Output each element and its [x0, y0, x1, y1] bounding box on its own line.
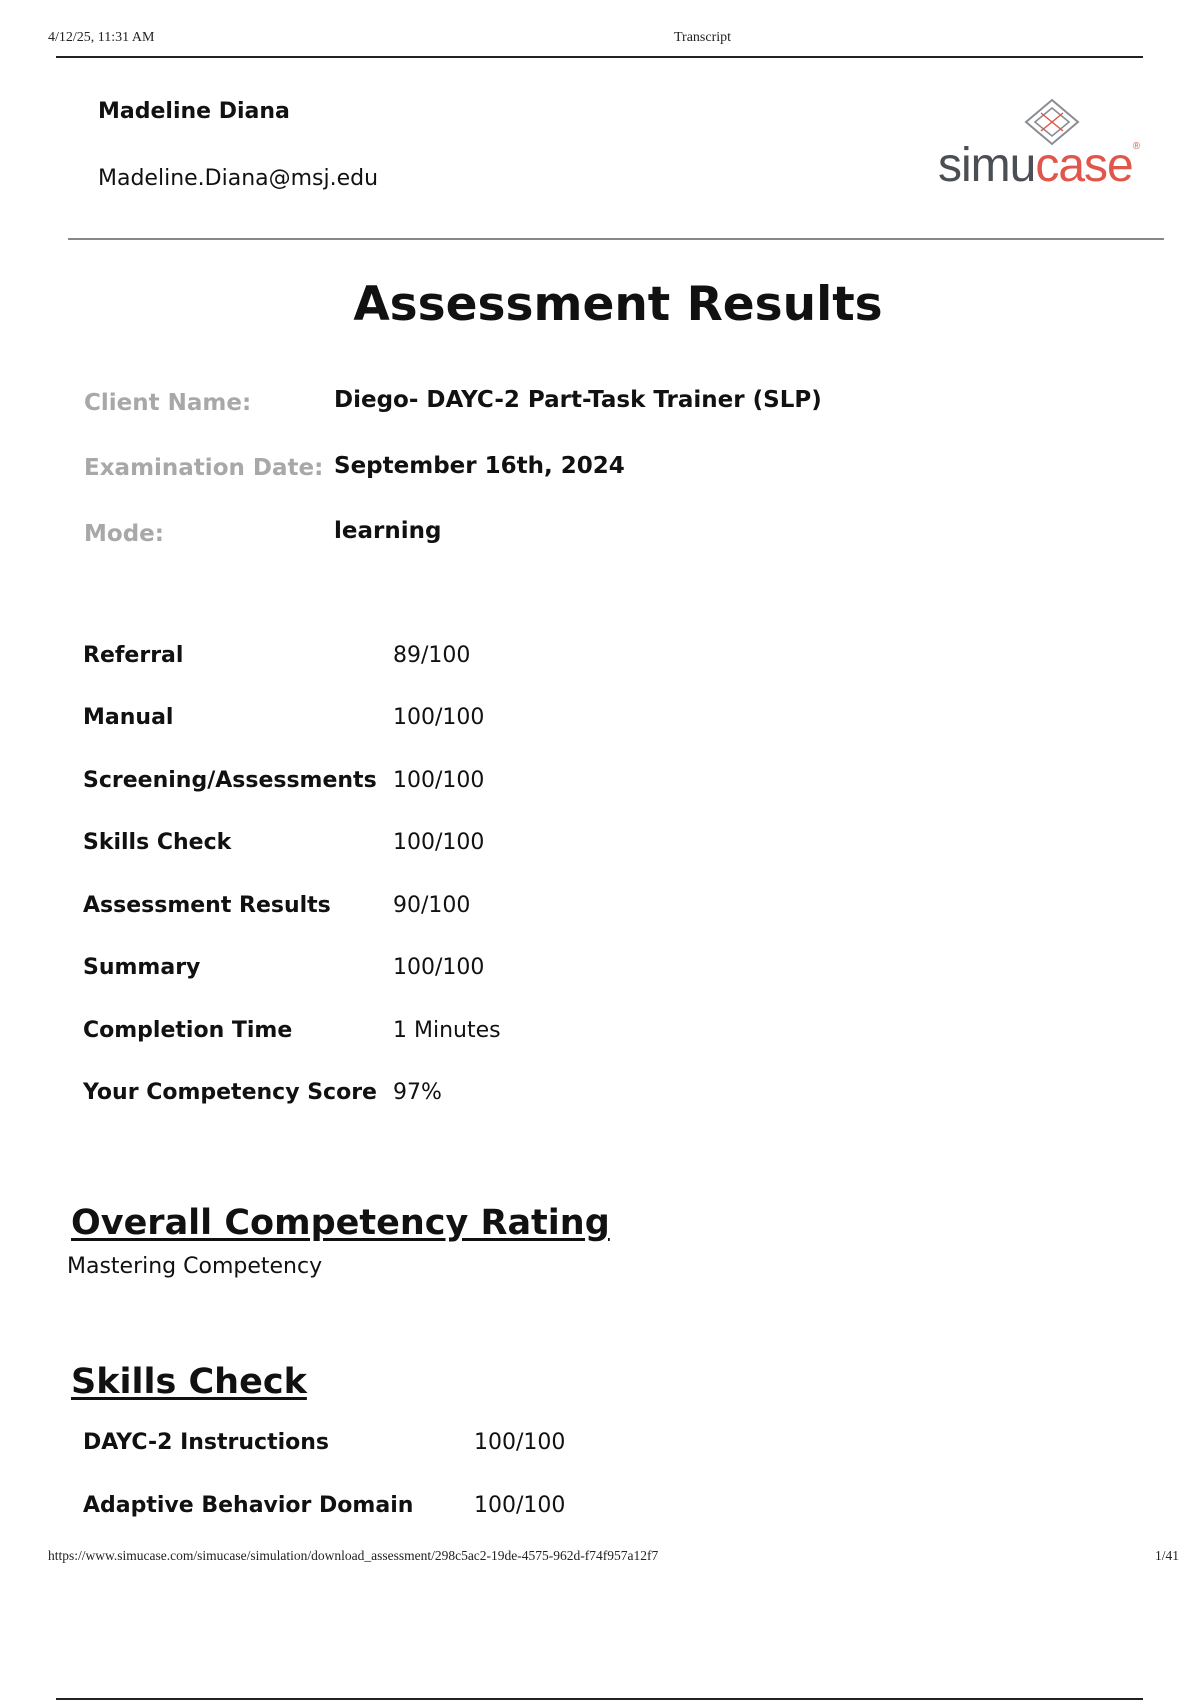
score-label-summary: Summary [83, 955, 201, 980]
simucase-logo [938, 98, 1168, 194]
skill-label-instructions: DAYC-2 Instructions [83, 1430, 330, 1455]
user-name: Madeline Diana [98, 99, 290, 124]
score-label-competency: Your Competency Score [83, 1080, 377, 1105]
score-value-manual: 100/100 [393, 705, 485, 730]
score-value-screening: 100/100 [393, 768, 485, 793]
logo-text-case: case [1035, 139, 1133, 192]
score-value-summary: 100/100 [393, 955, 485, 980]
skill-value-instructions: 100/100 [474, 1430, 566, 1455]
print-url: https://www.simucase.com/simucase/simulation/download_assessment/298c5ac2-19de-4575-962d-f74f957a12f7 [48, 1548, 659, 1563]
section-divider [68, 238, 1164, 240]
meta-value-mode: learning [334, 518, 442, 544]
meta-label-client: Client Name: [84, 390, 252, 416]
user-email: Madeline.Diana@msj.edu [98, 166, 379, 191]
score-value-skills-check: 100/100 [393, 830, 485, 855]
header-divider [56, 56, 1143, 58]
skill-label-adaptive: Adaptive Behavior Domain [83, 1493, 414, 1518]
skill-value-adaptive: 100/100 [474, 1493, 566, 1518]
skills-check-heading: Skills Check [71, 1362, 307, 1402]
score-label-screening: Screening/Assessments [83, 768, 377, 793]
score-value-completion-time: 1 Minutes [393, 1018, 501, 1043]
print-datetime: 4/12/25, 11:31 AM [48, 30, 155, 45]
page-title: Assessment Results [353, 277, 883, 332]
meta-label-mode: Mode: [84, 521, 164, 547]
page-number: 1/41 [1155, 1548, 1180, 1563]
meta-value-date: September 16th, 2024 [334, 453, 625, 479]
logo-registered: ® [1132, 141, 1140, 152]
overall-rating-heading: Overall Competency Rating [71, 1203, 610, 1243]
logo-wordmark [938, 139, 1140, 192]
meta-label-date: Examination Date: [84, 455, 324, 481]
meta-value-client: Diego- DAYC-2 Part-Task Trainer (SLP) [334, 387, 822, 413]
print-title: Transcript [674, 30, 732, 45]
score-label-completion-time: Completion Time [83, 1018, 293, 1043]
score-label-manual: Manual [83, 705, 174, 730]
score-value-competency: 97% [393, 1080, 442, 1105]
overall-rating-value: Mastering Competency [67, 1254, 323, 1279]
score-value-referral: 89/100 [393, 643, 471, 668]
score-label-skills-check: Skills Check [83, 830, 232, 855]
score-label-assessment-results: Assessment Results [83, 893, 331, 918]
score-label-referral: Referral [83, 643, 184, 668]
logo-text-simu: simu [938, 139, 1036, 192]
score-value-assessment-results: 90/100 [393, 893, 471, 918]
